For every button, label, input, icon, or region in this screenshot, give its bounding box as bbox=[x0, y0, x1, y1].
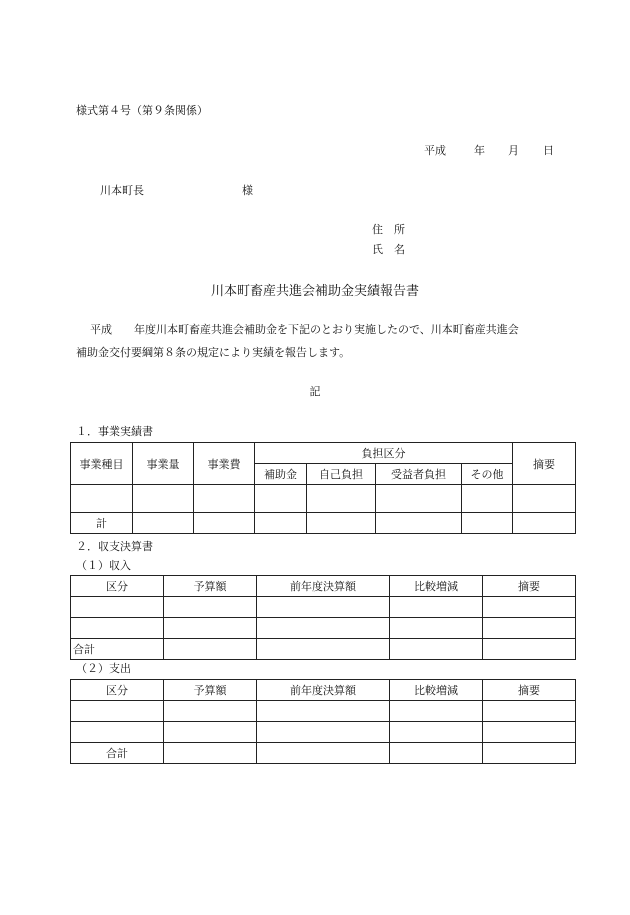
cell bbox=[483, 639, 576, 660]
date-year: 年 bbox=[474, 144, 485, 157]
expense-header-budget: 予算額 bbox=[164, 680, 257, 701]
cell bbox=[513, 485, 576, 513]
expense-total-label: 合計 bbox=[71, 743, 164, 764]
cell bbox=[133, 513, 194, 534]
date-month: 月 bbox=[508, 144, 519, 157]
cell bbox=[307, 485, 376, 513]
cell bbox=[71, 618, 164, 639]
form-number: 様式第４号（第９条関係） bbox=[76, 104, 208, 117]
cell bbox=[71, 701, 164, 722]
expense-header-diff: 比較増減 bbox=[390, 680, 483, 701]
body-line-2: 補助金交付要綱第８条の規定により実績を報告します。 bbox=[76, 346, 351, 359]
header-type: 事業種目 bbox=[71, 443, 133, 485]
document-title: 川本町畜産共進会補助金実績報告書 bbox=[210, 284, 419, 299]
cell bbox=[71, 722, 164, 743]
income-table bbox=[70, 575, 576, 660]
expense-heading: （２）支出 bbox=[76, 662, 131, 675]
cell bbox=[483, 701, 576, 722]
header-cost: 事業費 bbox=[194, 443, 255, 485]
income-heading: （１）収入 bbox=[76, 559, 131, 572]
cell bbox=[71, 485, 133, 513]
address-label: 住 所 bbox=[372, 223, 405, 236]
cell bbox=[390, 618, 483, 639]
cell bbox=[390, 701, 483, 722]
cell bbox=[257, 618, 390, 639]
header-self: 自己負担 bbox=[307, 464, 376, 485]
cell bbox=[483, 722, 576, 743]
table-row-total bbox=[71, 513, 576, 534]
cell bbox=[164, 597, 257, 618]
cell bbox=[164, 722, 257, 743]
table-row bbox=[71, 618, 576, 639]
cell bbox=[133, 485, 194, 513]
header-remarks: 摘要 bbox=[513, 443, 576, 485]
cell bbox=[257, 722, 390, 743]
cell bbox=[483, 743, 576, 764]
section2-heading: ２．収支決算書 bbox=[76, 540, 153, 553]
income-header-category: 区分 bbox=[71, 576, 164, 597]
addressee-name: 川本町長 bbox=[100, 184, 144, 197]
cell bbox=[483, 618, 576, 639]
cell bbox=[71, 597, 164, 618]
section1-heading: １．事業実績書 bbox=[76, 425, 153, 438]
income-total-label: 合計 bbox=[71, 639, 164, 660]
table-row bbox=[71, 485, 576, 513]
cell bbox=[513, 513, 576, 534]
cell bbox=[257, 743, 390, 764]
cell bbox=[376, 485, 462, 513]
cell bbox=[194, 485, 255, 513]
date-era: 平成 bbox=[424, 144, 446, 157]
cell bbox=[257, 639, 390, 660]
cell bbox=[255, 513, 307, 534]
header-burden: 負担区分 bbox=[255, 443, 513, 464]
cell bbox=[462, 485, 513, 513]
cell bbox=[390, 743, 483, 764]
cell bbox=[390, 639, 483, 660]
body-line-1: 平成 年度川本町畜産共進会補助金を下記のとおり実施したので、川本町畜産共進会 bbox=[90, 323, 519, 336]
cell bbox=[307, 513, 376, 534]
addressee-honorific: 様 bbox=[242, 184, 253, 197]
expense-header-category: 区分 bbox=[71, 680, 164, 701]
income-header-diff: 比較増減 bbox=[390, 576, 483, 597]
date-day: 日 bbox=[543, 144, 554, 157]
income-header-remarks: 摘要 bbox=[483, 576, 576, 597]
expense-header-remarks: 摘要 bbox=[483, 680, 576, 701]
total-label: 計 bbox=[71, 513, 133, 534]
cell bbox=[390, 722, 483, 743]
expense-table bbox=[70, 679, 576, 764]
cell bbox=[390, 597, 483, 618]
header-amount: 事業量 bbox=[133, 443, 194, 485]
cell bbox=[483, 597, 576, 618]
header-other: その他 bbox=[462, 464, 513, 485]
cell bbox=[462, 513, 513, 534]
table-row bbox=[71, 597, 576, 618]
cell bbox=[255, 485, 307, 513]
header-subsidy: 補助金 bbox=[255, 464, 307, 485]
cell bbox=[257, 597, 390, 618]
business-results-table bbox=[70, 442, 576, 534]
cell bbox=[376, 513, 462, 534]
cell bbox=[257, 701, 390, 722]
income-header-budget: 予算額 bbox=[164, 576, 257, 597]
table-row-total bbox=[71, 639, 576, 660]
cell bbox=[164, 701, 257, 722]
header-beneficiary: 受益者負担 bbox=[376, 464, 462, 485]
cell bbox=[164, 618, 257, 639]
income-header-prev: 前年度決算額 bbox=[257, 576, 390, 597]
name-label: 氏 名 bbox=[372, 243, 405, 256]
body-paragraph bbox=[76, 318, 566, 364]
expense-header-prev: 前年度決算額 bbox=[257, 680, 390, 701]
ki-marker: 記 bbox=[309, 385, 321, 398]
cell bbox=[164, 743, 257, 764]
table-row bbox=[71, 701, 576, 722]
table-row-total bbox=[71, 743, 576, 764]
cell bbox=[164, 639, 257, 660]
cell bbox=[194, 513, 255, 534]
table-row bbox=[71, 722, 576, 743]
